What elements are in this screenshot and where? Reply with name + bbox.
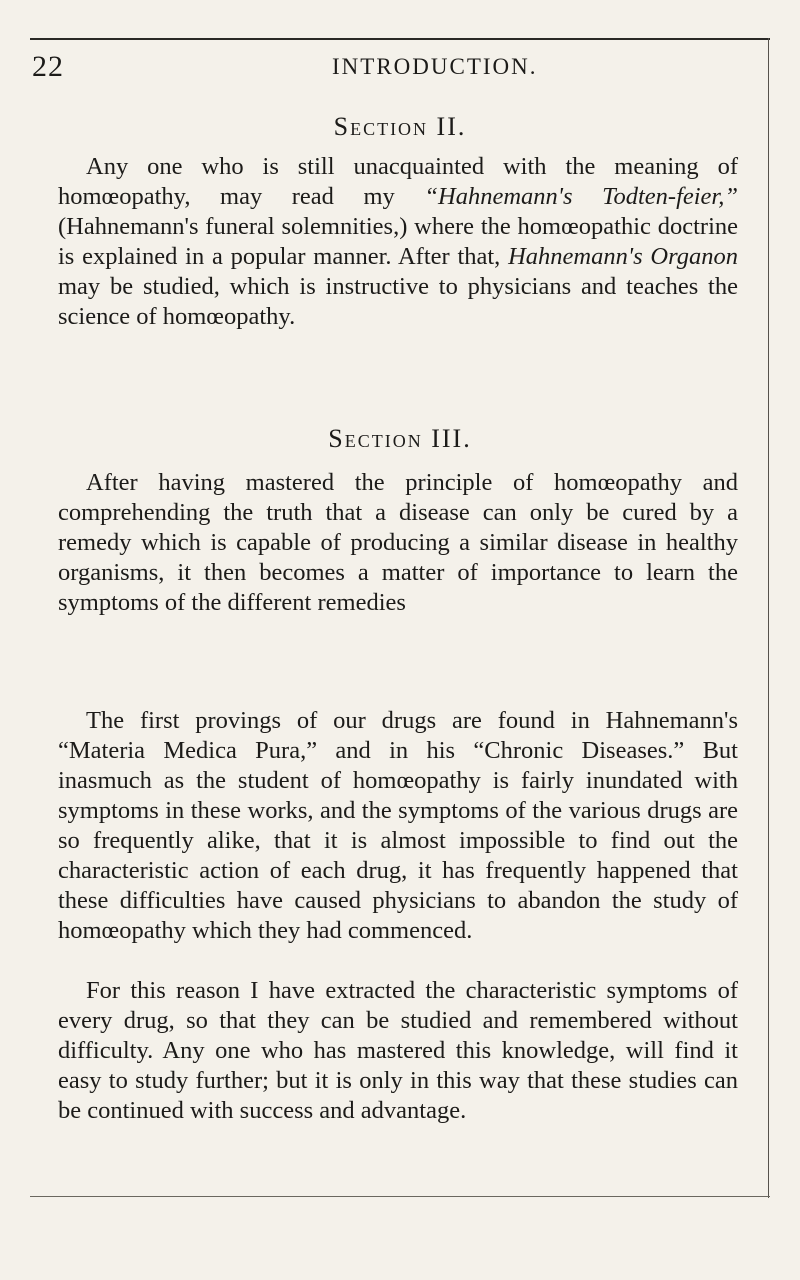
running-head: INTRODUCTION. bbox=[332, 54, 538, 79]
section-3-paragraph-2: The first provings of our drugs are found in Hahnemann's “Materia Medica Pura,” and in his “Chronic Diseases.” But inasmuch as the student of homœopathy is fairly inundated with symptoms in these works, and the symptoms of the various drugs are so frequently alike, that it is almost impossible to find out the characteristic action of each drug, it has frequently happened that these difficulties have caused physicians to abandon the study of homœopathy which they had commenced. bbox=[58, 707, 738, 944]
section-2-text-3: may be studied, which is instructive to physicians and teaches the science of homœopathy. bbox=[58, 273, 738, 330]
section-3-paragraph-1: After having mastered the principle of homœopathy and comprehending the truth that a disease can only be cured by a remedy which is capable of producing a similar disease in healthy organisms, it then becomes a matter of importance to learn the symptoms of the different remedies bbox=[58, 469, 738, 616]
page-number: 22 bbox=[32, 50, 64, 83]
top-rule bbox=[30, 38, 770, 40]
section-2-text-2: (Hahnemann's funeral solemnities,) where the homœopathic doctrine is explained in a popular manner. After that, bbox=[58, 213, 738, 270]
section-3-paragraph-3: For this reason I have extracted the characteristic symptoms of every drug, so that they can be studied and remembered without difficulty. Any one who has mastered this knowledge, will find it easy to study further; but it is only in this way that these studies can be continued with success and advantage. bbox=[58, 977, 738, 1124]
page-header bbox=[32, 50, 752, 84]
todtenfeier-title: “Hahnemann's Todten-feier,” bbox=[424, 183, 738, 210]
right-edge-rule bbox=[768, 38, 769, 1198]
section-2-paragraph bbox=[58, 152, 738, 332]
organon-title: Hahnemann's Organon bbox=[508, 243, 739, 270]
section-2-text-1: Any one who is still unacquainted with the meaning of homœopathy, may read my bbox=[58, 153, 738, 210]
section-2-heading: Section II. bbox=[333, 112, 467, 141]
bottom-rule bbox=[30, 1196, 770, 1197]
section-3-heading: Section III. bbox=[328, 424, 472, 453]
